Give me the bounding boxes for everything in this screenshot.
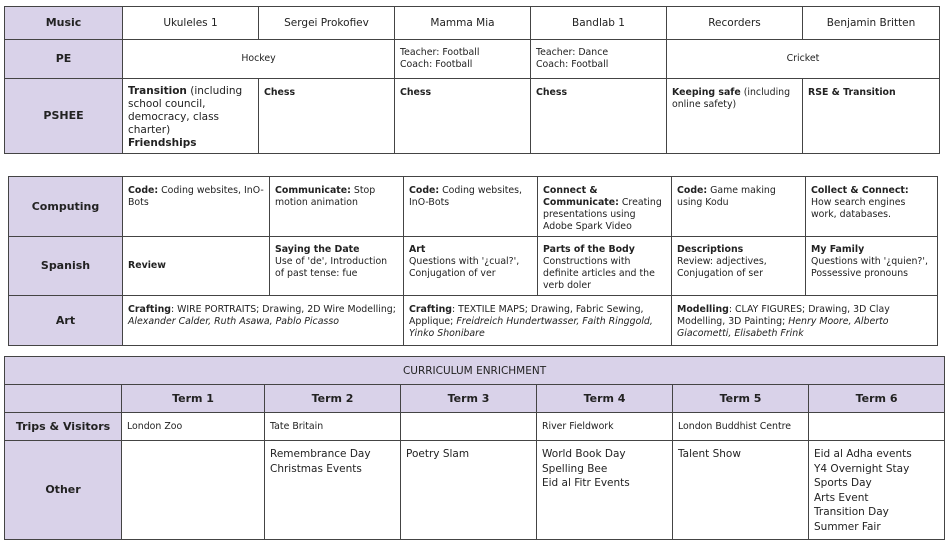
art-terms-1-2-artists: Alexander Calder, Ruth Asawa, Pablo Picasso: [128, 316, 339, 327]
pe-term-4-teacher: Teacher: Dance: [536, 47, 609, 58]
art-terms-5-6-discipline: Modelling: [677, 304, 729, 315]
computing-term-4-strand: Connect & Communicate:: [543, 185, 619, 208]
other-term-4-item: Eid al Fitr Events: [542, 477, 630, 489]
pe-term-4-coach: Coach: Football: [536, 59, 609, 70]
art-terms-3-4-discipline: Crafting: [409, 304, 452, 315]
spanish-term-2-body: Use of 'de', Introduction of past tense: fue: [275, 256, 388, 279]
pe-cricket: Cricket: [667, 40, 940, 79]
music-term-3: Mamma Mia: [395, 7, 531, 40]
pe-term-4: [531, 40, 667, 79]
music-term-5: Recorders: [667, 7, 803, 40]
pshee-term-3: Chess: [395, 79, 531, 154]
other-term-2: [265, 441, 401, 540]
pe-term-3-teacher: Teacher: Football: [400, 47, 480, 58]
computing-term-2-detail: Stop motion animation: [275, 185, 376, 208]
computing-term-2: [270, 177, 404, 237]
spanish-term-3-body: Questions with '¿cual?', Conjugation of ver: [409, 256, 520, 279]
computing-term-6-detail: How search engines work, databases.: [811, 197, 906, 220]
computing-spanish-art-table: [8, 176, 938, 346]
art-terms-5-6: [672, 296, 938, 346]
other-term-3: [401, 441, 537, 540]
term-header-3: Term 3: [401, 385, 537, 413]
spanish-term-6-title: My Family: [811, 244, 865, 255]
music-term-6: Benjamin Britten: [803, 7, 940, 40]
computing-term-3-strand: Code:: [409, 185, 440, 196]
spanish-term-5: [672, 237, 806, 296]
computing-term-6: [806, 177, 938, 237]
computing-term-3: [404, 177, 538, 237]
other-term-4-item: Spelling Bee: [542, 462, 608, 475]
computing-term-6-strand: Collect & Connect:: [811, 185, 909, 196]
term-header-blank: [5, 385, 122, 413]
other-term-4: [537, 441, 673, 540]
art-row: [9, 296, 938, 346]
art-terms-1-2-discipline: Crafting: [128, 304, 171, 315]
computing-term-4: [538, 177, 672, 237]
spanish-term-3: [404, 237, 538, 296]
other-term-6-item: Eid al Adha events: [814, 448, 912, 460]
enrichment-title-row: [5, 357, 945, 385]
pshee-term-1-detail: (including school council, democracy, class charter): [128, 85, 243, 136]
other-term-6-item: Transition Day: [814, 506, 889, 518]
music-pe-pshee-table: [4, 6, 940, 154]
pe-label: PE: [5, 40, 123, 79]
spanish-term-5-title: Descriptions: [677, 244, 744, 255]
pshee-term-1: [123, 79, 259, 154]
pshee-term-2: Chess: [259, 79, 395, 154]
term-header-2: Term 2: [265, 385, 401, 413]
other-label: Other: [5, 441, 122, 540]
pe-term-3: [395, 40, 531, 79]
computing-term-5-detail: Game making using Kodu: [677, 185, 776, 208]
trips-row: [5, 413, 945, 441]
trips-term-1: London Zoo: [122, 413, 265, 441]
pshee-label: PSHEE: [5, 79, 123, 154]
trips-label: Trips & Visitors: [5, 413, 122, 441]
trips-term-3: [401, 413, 537, 441]
pshee-term-5-title: Keeping safe: [672, 87, 741, 98]
other-term-6-item: Y4 Overnight Stay: [814, 462, 910, 475]
music-label: Music: [5, 7, 123, 40]
spanish-label: Spanish: [9, 237, 123, 296]
other-term-6-item: Sports Day: [814, 477, 872, 489]
music-row: [5, 7, 940, 40]
pshee-term-6: RSE & Transition: [803, 79, 940, 154]
pe-term-3-coach: Coach: Football: [400, 59, 473, 70]
pshee-term-1-title: Transition: [128, 85, 187, 97]
other-term-5-item: Talent Show: [678, 448, 741, 460]
other-term-1: [122, 441, 265, 540]
other-term-5: [673, 441, 809, 540]
computing-term-4-detail: Creating presentations using Adobe Spark Video: [543, 197, 662, 232]
term-header-row: [5, 385, 945, 413]
art-terms-5-6-detail: : CLAY FIGURES; Drawing, 3D Clay Modelling, 3D Painting;: [677, 304, 890, 327]
art-terms-3-4-artists: Freidreich Hundertwasser, Faith Ringgold, Yinko Shonibare: [409, 316, 653, 339]
other-term-2-item: Christmas Events: [270, 462, 362, 475]
spanish-term-1: Review: [123, 237, 270, 296]
enrichment-title: CURRICULUM ENRICHMENT: [5, 357, 945, 385]
spanish-term-2-title: Saying the Date: [275, 244, 360, 255]
spanish-term-2: [270, 237, 404, 296]
other-term-3-item: Poetry Slam: [406, 448, 470, 460]
term-header-1: Term 1: [122, 385, 265, 413]
art-terms-3-4-detail: : TEXTILE MAPS; Drawing, Fabric Sewing, Applique;: [409, 304, 644, 327]
term-header-6: Term 6: [809, 385, 945, 413]
other-term-4-item: World Book Day: [542, 448, 626, 460]
other-term-6-item: Summer Fair: [814, 520, 881, 533]
other-term-6: [809, 441, 945, 540]
term-header-5: Term 5: [673, 385, 809, 413]
trips-term-6: [809, 413, 945, 441]
trips-term-5: London Buddhist Centre: [673, 413, 809, 441]
art-terms-1-2-detail: : WIRE PORTRAITS; Drawing, 2D Wire Modelling;: [171, 304, 396, 315]
spanish-term-4: [538, 237, 672, 296]
pshee-term-5: [667, 79, 803, 154]
spanish-term-6-body: Questions with '¿quien?', Possessive pronouns: [811, 256, 928, 279]
computing-row: [9, 177, 938, 237]
other-term-2-item: Remembrance Day: [270, 448, 371, 460]
other-term-6-item: Arts Event: [814, 491, 869, 504]
computing-term-3-detail: Coding websites, InO-Bots: [409, 185, 523, 208]
other-row: [5, 441, 945, 540]
pe-row: [5, 40, 940, 79]
pshee-term-5-detail: (including online safety): [672, 87, 791, 110]
spanish-term-3-title: Art: [409, 244, 426, 255]
pshee-row: [5, 79, 940, 154]
pshee-term-1-friendships: Friendships: [128, 137, 197, 149]
computing-label: Computing: [9, 177, 123, 237]
computing-term-1-strand: Code:: [128, 185, 159, 196]
computing-term-1-detail: Coding websites, InO-Bots: [128, 185, 264, 208]
spanish-term-4-body: Constructions with definite articles and the verb doler: [543, 256, 655, 291]
art-label: Art: [9, 296, 123, 346]
pe-hockey: Hockey: [123, 40, 395, 79]
spanish-term-4-title: Parts of the Body: [543, 244, 635, 255]
trips-term-4: River Fieldwork: [537, 413, 673, 441]
pshee-term-4: Chess: [531, 79, 667, 154]
computing-term-5-strand: Code:: [677, 185, 708, 196]
spanish-term-6: [806, 237, 938, 296]
computing-term-2-strand: Communicate:: [275, 185, 351, 196]
music-term-4: Bandlab 1: [531, 7, 667, 40]
trips-term-2: Tate Britain: [265, 413, 401, 441]
art-terms-3-4: [404, 296, 672, 346]
curriculum-enrichment-table: [4, 356, 945, 540]
computing-term-1: [123, 177, 270, 237]
spanish-term-5-body: Review: adjectives, Conjugation of ser: [677, 256, 767, 279]
computing-term-5: [672, 177, 806, 237]
art-terms-1-2: [123, 296, 404, 346]
term-header-4: Term 4: [537, 385, 673, 413]
art-terms-5-6-artists: Henry Moore, Alberto Giacometti, Elisabeth Frink: [677, 316, 889, 339]
music-term-1: Ukuleles 1: [123, 7, 259, 40]
music-term-2: Sergei Prokofiev: [259, 7, 395, 40]
spanish-row: [9, 237, 938, 296]
